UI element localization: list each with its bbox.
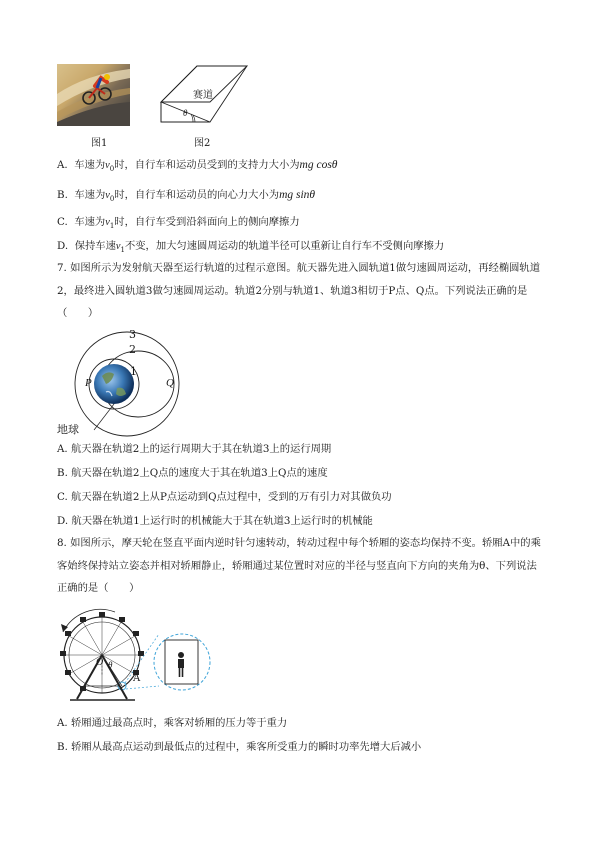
orbit-label-3: 3 — [129, 328, 136, 341]
orbit-label-2: 2 — [129, 343, 136, 356]
earth-label: 地球 — [57, 423, 79, 436]
point-p-label: P — [85, 377, 92, 389]
track-label: 赛道 — [193, 90, 213, 101]
point-q-label: Q — [166, 377, 174, 389]
q7-option-c: C. 航天器在轨道2上从P点运动到Q点过程中，受到的万有引力对其做负功 — [57, 491, 392, 503]
cyclist-photo — [57, 64, 130, 126]
angle-theta-label: θ — [183, 108, 188, 118]
orbit-label-1: 1 — [130, 365, 137, 378]
fig1-caption: 图1 — [91, 138, 108, 149]
q8-option-a: A. 轿厢通过最高点时，乘客对轿厢的压力等于重力 — [57, 717, 288, 729]
q8-option-b: B. 轿厢从最高点运动到最低点的过程中，乘客所受重力的瞬时功率先增大后减小 — [57, 741, 422, 753]
q6-option-d: D. 保持车速$v_1$不变，加大匀速圆周运动的轨道半径可以重新让自行车不受侧向摩擦力 — [57, 240, 445, 255]
q6-option-c: C. 车速为$v_1$时，自行车受到沿斜面向上的侧向摩擦力 — [57, 216, 300, 231]
q7-stem: 7. 如图所示为发射航天器至运行轨道的过程示意图。航天器先进入圆轨道1做匀速圆周运动，再经椭圆轨道2，最终进入圆轨道3做匀速圆周运动。轨道2分别与轨道1、轨道3相切于P点、Q点。下列说法正确的是（ ） — [57, 262, 541, 319]
ferris-center-o-label: O — [96, 657, 104, 668]
q7-option-b: B. 航天器在轨道2上Q点的速度大于其在轨道3上Q点的速度 — [57, 467, 328, 479]
fig2-caption: 图2 — [194, 138, 211, 149]
ferris-theta-label: θ — [108, 660, 113, 670]
ferris-wheel-diagram — [55, 606, 215, 704]
cyclist-photo-art — [57, 64, 130, 126]
cabin-a-label: A — [133, 673, 141, 684]
q6-option-b: B. 车速为$v_0$时，自行车和运动员的向心力大小为mg sinθ — [57, 189, 316, 204]
q8-stem: 8. 如图所示，摩天轮在竖直平面内逆时针匀速转动，转动过程中每个轿厢的姿态均保持不变。轿厢A中的乘客始终保持站立姿态并相对轿厢静止，轿厢通过某位置时对应的半径与竖直向下方向的夹角为θ、下列说法正确的是（ ） — [57, 537, 541, 594]
q7-option-a: A. 航天器在轨道2上的运行周期大于其在轨道3上的运行周期 — [57, 443, 332, 455]
q7-option-d: D. 航天器在轨道1上运行时的机械能大于其在轨道3上运行时的机械能 — [57, 515, 373, 527]
q6-option-a: A. 车速为$v_0$时，自行车和运动员受到的支持力大小为mg cosθ — [57, 159, 338, 174]
